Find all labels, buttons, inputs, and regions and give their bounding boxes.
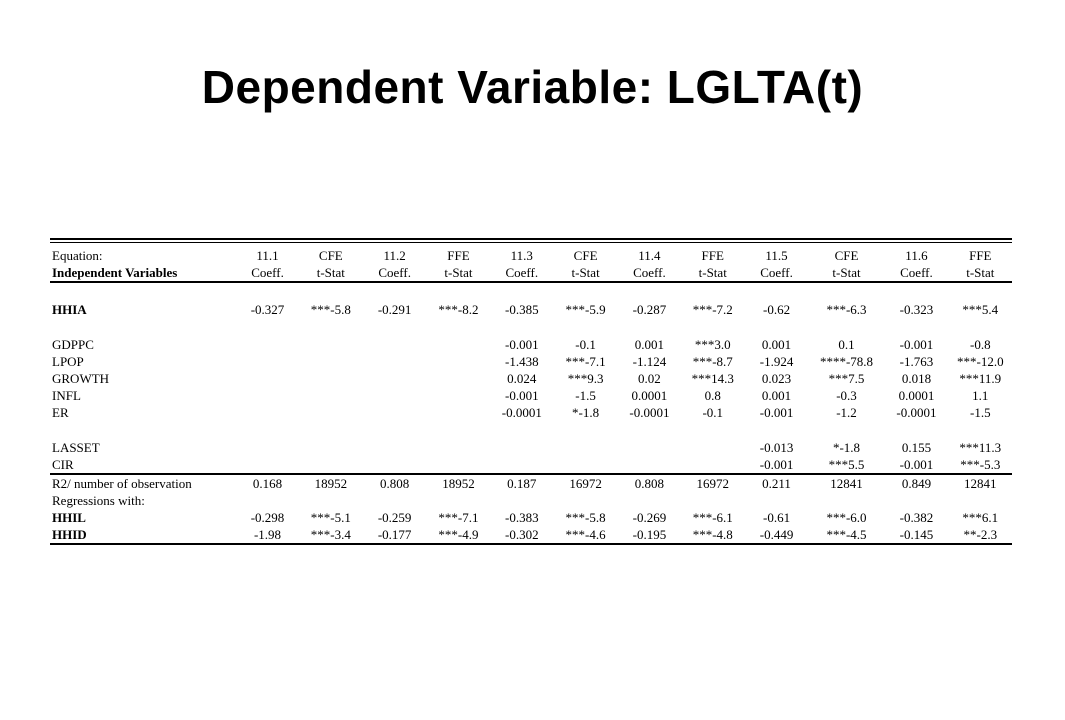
table-cell: 0.024: [507, 371, 537, 386]
subheader-cell: Coeff.: [884, 264, 948, 282]
table-cell: [681, 439, 744, 456]
table-cell: [553, 439, 617, 456]
table-cell: [490, 456, 553, 474]
table-cell: 0.211: [744, 474, 808, 492]
table-cell: -0.62: [763, 302, 791, 317]
table-cell: -1.924: [759, 354, 794, 369]
table-cell: [236, 404, 299, 421]
table-cell: [362, 456, 426, 474]
table-cell: [299, 439, 362, 456]
table-cell: ***-5.3: [960, 457, 1001, 472]
table-top-rule: [50, 238, 1012, 240]
subheader-cell: t-Stat: [553, 264, 617, 282]
table-row-infl: [50, 387, 1012, 404]
table-cell: [362, 370, 426, 387]
table-cell: 0.018: [901, 371, 932, 386]
row-label: GROWTH: [52, 371, 110, 386]
table-cell: -1.98: [236, 526, 299, 544]
table-cell: 16972: [553, 474, 617, 492]
table-cell: ***-4.5: [809, 526, 885, 544]
subheader-cell: Coeff.: [490, 264, 553, 282]
table-cell: -1.5: [575, 388, 596, 403]
table-cell: ***-6.1: [692, 510, 733, 525]
table-cell: -1.124: [632, 354, 667, 369]
table-cell: ***5.5: [828, 457, 865, 472]
table-cell: -1.5: [970, 405, 991, 420]
table-cell: ***-5.1: [310, 510, 351, 525]
table-cell: [362, 353, 426, 370]
equation-label: Equation:: [52, 248, 103, 263]
table-cell: [618, 456, 681, 474]
table-cell: -0.001: [504, 337, 539, 352]
table-cell: -0.0001: [896, 405, 937, 420]
table-cell: ***14.3: [691, 371, 734, 386]
table-cell: -0.001: [759, 405, 794, 420]
table-cell: -0.298: [250, 510, 285, 525]
table-row-regressions-with: [50, 492, 1012, 509]
row-label: HHID: [50, 526, 236, 544]
table-cell: [427, 370, 490, 387]
table-row-lpop: [50, 353, 1012, 370]
table-cell: -0.145: [884, 526, 948, 544]
table-row-er: [50, 404, 1012, 421]
table-cell: 18952: [299, 474, 362, 492]
table-cell: [299, 336, 362, 353]
table-cell: [299, 353, 362, 370]
equation-header-cell: FFE: [969, 248, 992, 263]
spacer-row: [50, 282, 1012, 301]
subheader-row: [50, 264, 1012, 282]
table-cell: **-2.3: [949, 526, 1012, 544]
table-cell: [427, 387, 490, 404]
table-cell: [618, 439, 681, 456]
table-cell: -1.438: [504, 354, 539, 369]
equation-header-cell: FFE: [701, 248, 724, 263]
spacer-row: [50, 318, 1012, 336]
table-cell: ***-5.9: [565, 302, 606, 317]
table-cell: *-1.8: [832, 440, 861, 455]
table-cell: ***-4.6: [553, 526, 617, 544]
table-cell: 0.808: [362, 474, 426, 492]
table-cell: ***7.5: [828, 371, 865, 386]
equation-header-cell: 11.1: [256, 248, 279, 263]
table-cell: [427, 456, 490, 474]
subheader-cell: t-Stat: [299, 264, 362, 282]
equation-header-cell: 11.4: [638, 248, 661, 263]
table-cell: -0.61: [763, 510, 791, 525]
table-cell: ***-5.8: [310, 302, 351, 317]
table-cell: 12841: [809, 474, 885, 492]
table-cell: ***6.1: [962, 510, 999, 525]
table-cell: -0.291: [377, 302, 412, 317]
table-cell: -0.177: [362, 526, 426, 544]
table-cell: [236, 353, 299, 370]
table-cell: ***-8.2: [438, 302, 479, 317]
equation-header-row: [50, 243, 1012, 264]
table-cell: -0.001: [899, 457, 934, 472]
equation-header-cell: CFE: [318, 248, 343, 263]
table-cell: -0.382: [899, 510, 934, 525]
equation-header-cell: 11.6: [905, 248, 928, 263]
row-label: LPOP: [52, 354, 84, 369]
table-row-hhil: [50, 509, 1012, 526]
table-cell: -0.1: [575, 337, 596, 352]
table-cell: 0.001: [761, 337, 792, 352]
empty-cell: [236, 492, 1012, 509]
table-cell: ***-7.1: [565, 354, 606, 369]
table-cell: 0.187: [490, 474, 553, 492]
table-cell: [299, 404, 362, 421]
table-cell: [427, 336, 490, 353]
subheader-cell: Coeff.: [744, 264, 808, 282]
row-label: LASSET: [52, 440, 100, 455]
table-cell: 0.808: [618, 474, 681, 492]
table-cell: -0.195: [618, 526, 681, 544]
table-cell: -0.269: [632, 510, 667, 525]
table-cell: 0.0001: [631, 388, 668, 403]
table-cell: ***-8.7: [692, 354, 733, 369]
table-row-r2-observations: [50, 474, 1012, 492]
table-cell: -0.287: [632, 302, 667, 317]
subheader-cell: t-Stat: [949, 264, 1012, 282]
table-cell: ***5.4: [962, 302, 999, 317]
table-cell: ***-3.4: [299, 526, 362, 544]
row-label: HHIA: [52, 302, 87, 317]
table-cell: 0.168: [236, 474, 299, 492]
equation-header-cell: FFE: [447, 248, 470, 263]
table-cell: -1.763: [899, 354, 934, 369]
table-cell: ***9.3: [567, 371, 604, 386]
equation-header-cell: CFE: [834, 248, 859, 263]
table-cell: *-1.8: [572, 405, 600, 420]
table-cell: -0.001: [899, 337, 934, 352]
table-cell: -0.383: [504, 510, 539, 525]
table-cell: ***-7.1: [438, 510, 479, 525]
row-label: HHIL: [52, 510, 86, 525]
subheader-cell: t-Stat: [427, 264, 490, 282]
table-cell: 1.1: [972, 388, 989, 403]
table-cell: ***11.9: [959, 371, 1002, 386]
table-cell: ***-6.0: [826, 510, 867, 525]
table-cell: 0.849: [884, 474, 948, 492]
table-cell: -0.0001: [501, 405, 542, 420]
subheader-cell: Coeff.: [236, 264, 299, 282]
table-cell: [427, 439, 490, 456]
table-cell: ****-78.8: [819, 354, 874, 369]
row-label: R2/ number of observation: [50, 474, 236, 492]
table-cell: [236, 336, 299, 353]
table-row-hhia: [50, 301, 1012, 318]
table-cell: [299, 370, 362, 387]
table-cell: 18952: [427, 474, 490, 492]
table-cell: [490, 439, 553, 456]
regression-table-container: [50, 238, 1012, 545]
table-cell: 16972: [681, 474, 744, 492]
table-cell: 0.001: [761, 388, 792, 403]
table-cell: [236, 456, 299, 474]
subheader-cell: Coeff.: [362, 264, 426, 282]
table-cell: ***-6.3: [826, 302, 867, 317]
table-cell: 0.02: [638, 371, 661, 386]
table-cell: -0.013: [759, 440, 794, 455]
equation-header-cell: 11.5: [765, 248, 788, 263]
table-cell: 0.001: [634, 337, 665, 352]
table-cell: [427, 353, 490, 370]
row-label: ER: [52, 405, 69, 420]
table-cell: ***-5.8: [565, 510, 606, 525]
table-cell: [299, 387, 362, 404]
table-row-growth: [50, 370, 1012, 387]
table-row-lasset: [50, 439, 1012, 456]
table-cell: [236, 439, 299, 456]
table-cell: 0.023: [761, 371, 792, 386]
equation-header-cell: 11.2: [383, 248, 406, 263]
table-cell: [236, 387, 299, 404]
table-cell: 12841: [949, 474, 1012, 492]
table-row-hhid: [50, 526, 1012, 544]
table-cell: -0.302: [490, 526, 553, 544]
table-cell: ***-4.8: [681, 526, 744, 544]
table-cell: 0.0001: [898, 388, 935, 403]
table-cell: [362, 387, 426, 404]
table-cell: ***-4.9: [427, 526, 490, 544]
independent-variables-label: Independent Variables: [50, 264, 236, 282]
table-cell: ***-12.0: [957, 354, 1004, 369]
table-cell: ***-7.2: [692, 302, 733, 317]
table-cell: 0.1: [838, 337, 855, 352]
table-cell: -0.259: [377, 510, 412, 525]
table-row-gdppc: [50, 336, 1012, 353]
table-cell: -0.385: [504, 302, 539, 317]
table-cell: [427, 404, 490, 421]
table-row-cir: [50, 456, 1012, 474]
table-cell: [236, 370, 299, 387]
table-cell: -0.001: [759, 457, 794, 472]
table-cell: -0.3: [836, 388, 857, 403]
table-cell: 0.8: [704, 388, 721, 403]
row-label: GDPPC: [52, 337, 94, 352]
table-cell: [553, 456, 617, 474]
subheader-cell: t-Stat: [809, 264, 885, 282]
table-cell: [681, 456, 744, 474]
row-label: INFL: [52, 388, 81, 403]
table-cell: -0.449: [744, 526, 808, 544]
table-cell: -0.8: [970, 337, 991, 352]
table-cell: [362, 336, 426, 353]
subheader-cell: Coeff.: [618, 264, 681, 282]
table-cell: -0.1: [702, 405, 724, 420]
table-cell: -0.327: [250, 302, 285, 317]
table-cell: ***3.0: [694, 337, 731, 352]
regression-table: [50, 243, 1012, 545]
table-cell: -1.2: [836, 405, 857, 420]
row-label: Regressions with:: [52, 493, 145, 508]
spacer-row: [50, 421, 1012, 439]
table-cell: [299, 456, 362, 474]
table-cell: [362, 404, 426, 421]
table-cell: -0.323: [899, 302, 934, 317]
table-cell: [362, 439, 426, 456]
row-label: CIR: [52, 457, 74, 472]
equation-header-cell: CFE: [573, 248, 598, 263]
table-cell: -0.001: [504, 388, 539, 403]
table-cell: 0.155: [901, 440, 932, 455]
equation-header-cell: 11.3: [510, 248, 533, 263]
slide-title: Dependent Variable: LGLTA(t): [201, 61, 864, 113]
table-cell: -0.0001: [629, 405, 670, 420]
table-cell: ***11.3: [959, 440, 1002, 455]
subheader-cell: t-Stat: [681, 264, 744, 282]
